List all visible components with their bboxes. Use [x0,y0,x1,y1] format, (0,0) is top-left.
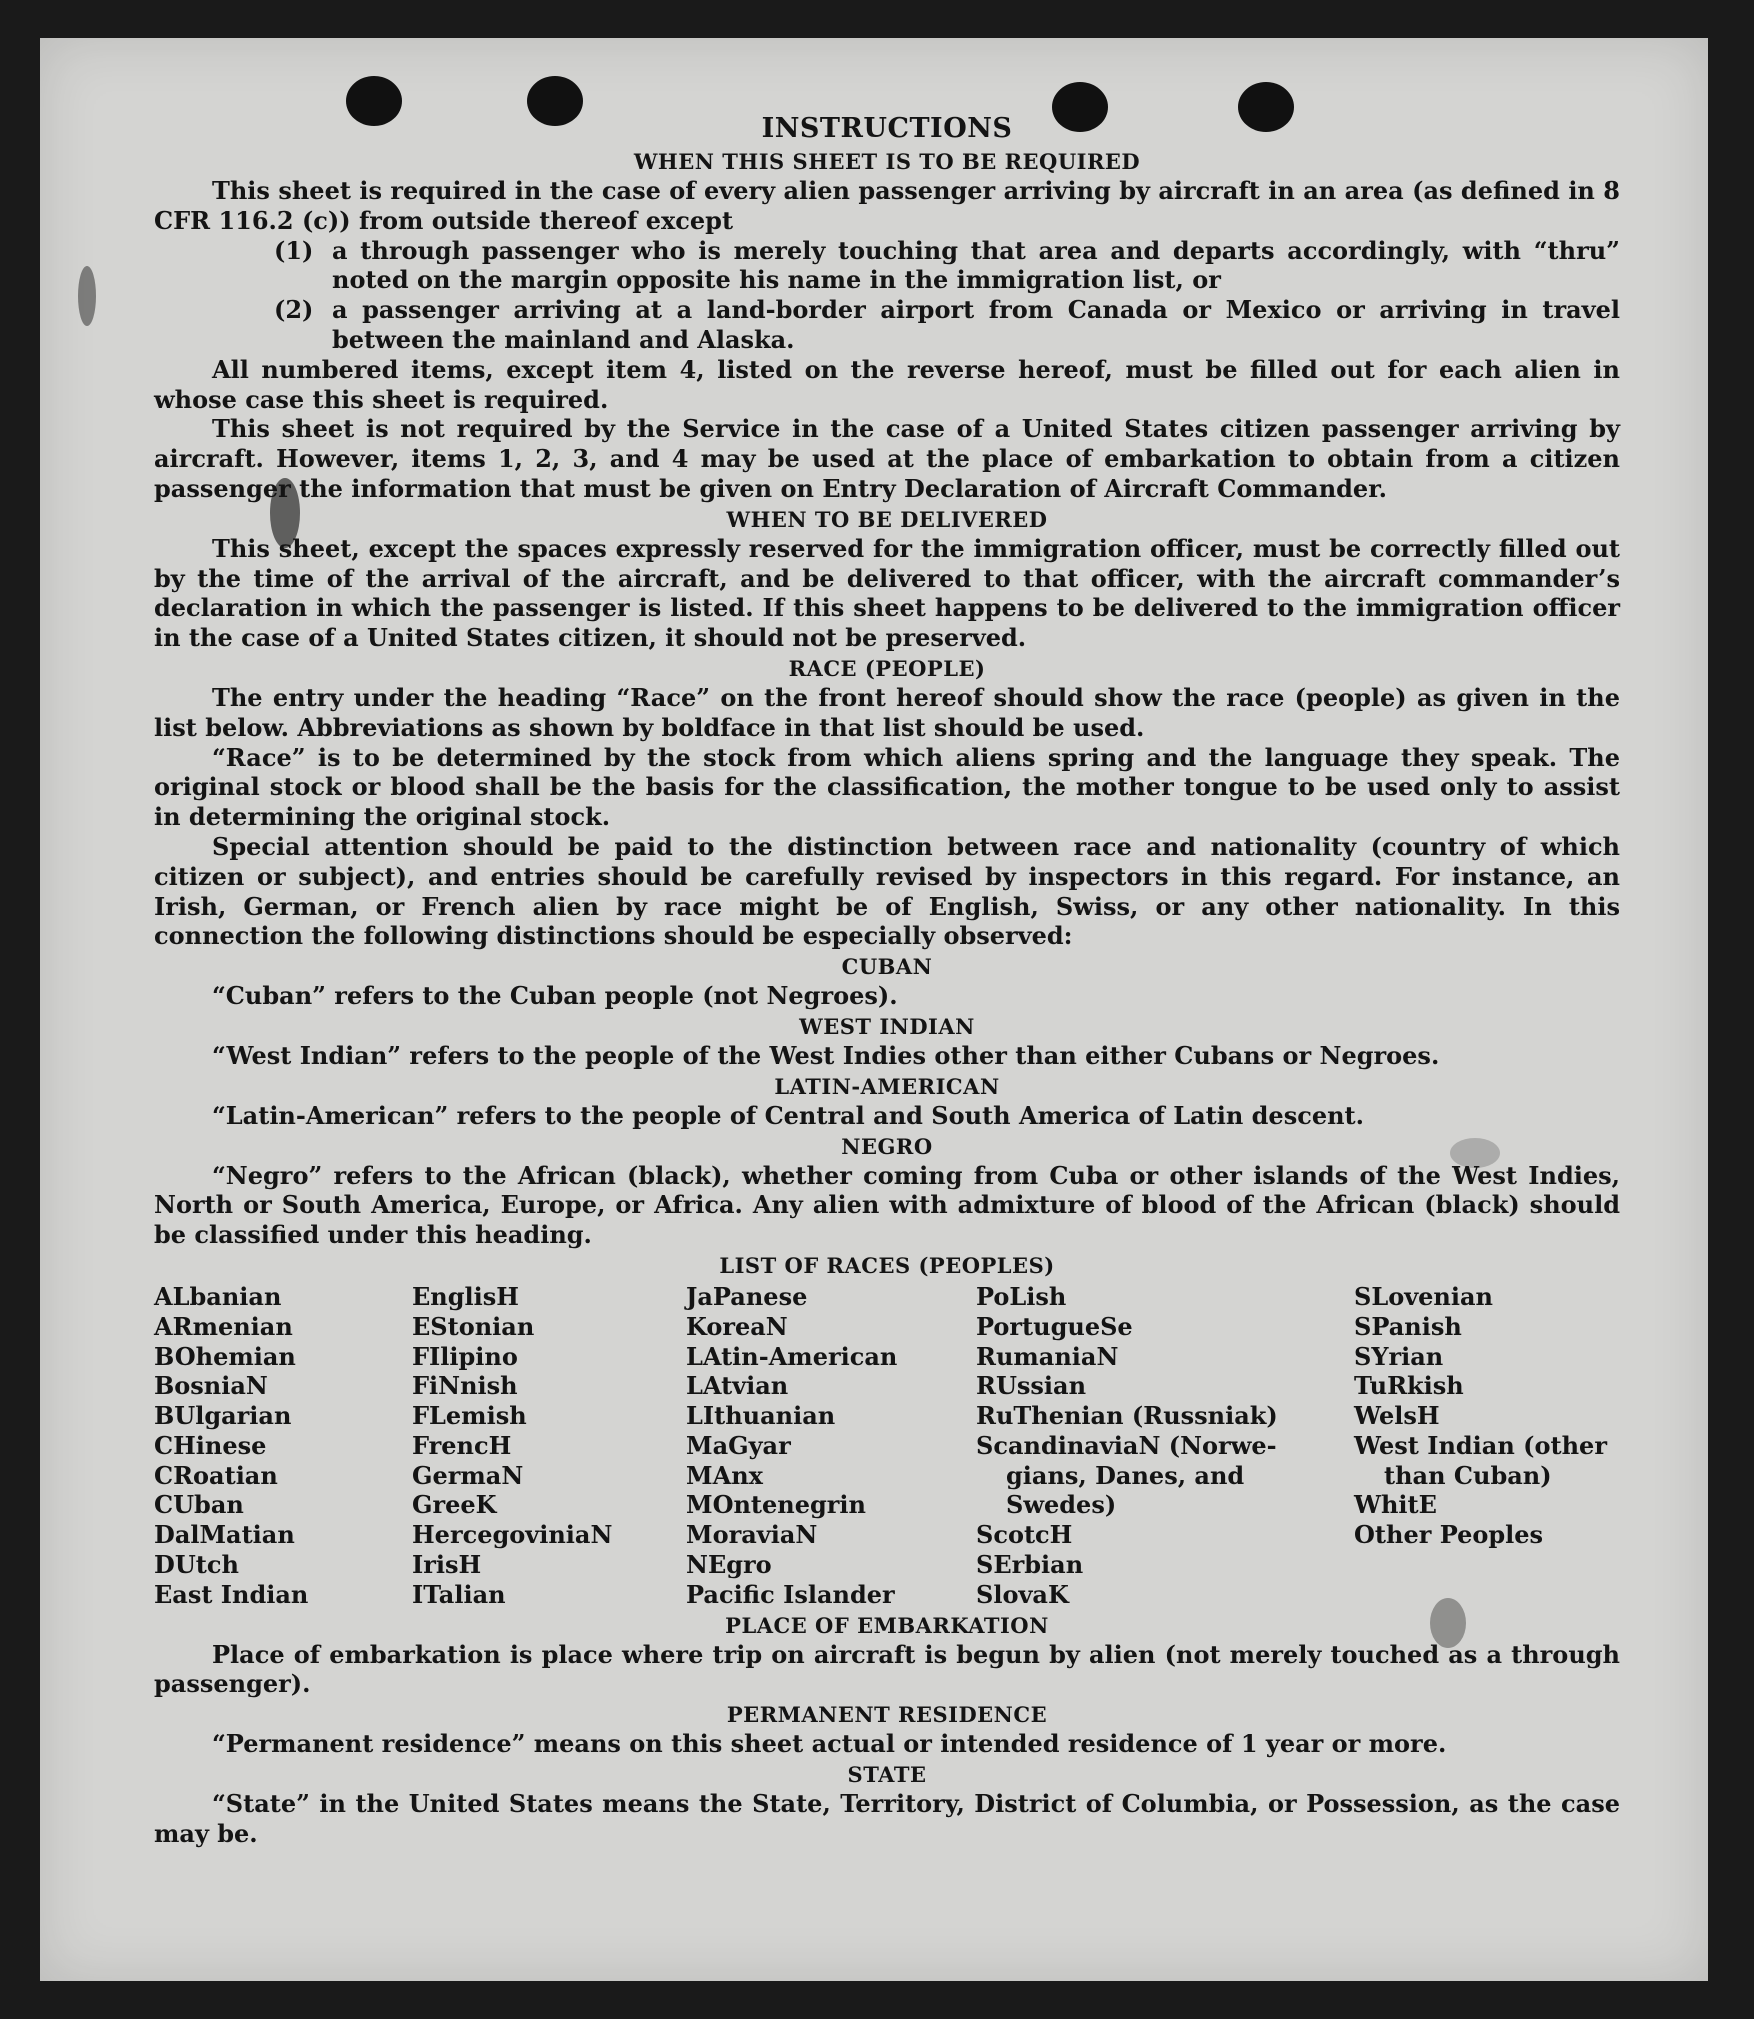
races-heading: LIST OF RACES (PEOPLES) [719,1252,1055,1278]
exception-number: (1) [274,235,314,265]
exception-text: a passenger arriving at a land-border airport from Canada or Mexico or arriving in travel between the mainland and Alaska. [332,295,1620,354]
race-item: Other Peoples [1354,1520,1544,1550]
race-item: LAtvian [686,1371,789,1401]
race-item: Swedes) [1006,1490,1117,1520]
section-heading: STATE [847,1762,927,1788]
exception-text: a through passenger who is merely touching that area and departs accordingly, with “thru” noted on the margin opposite his name in the immigration list, or [332,235,1620,295]
race-item: IrisH [412,1550,482,1580]
section-heading: WEST INDIAN [799,1013,975,1039]
paragraph: “Negro” refers to the African (black), whether coming from Cuba or other islands of the West Indies, North or South America, Europe, or Africa. Any alien with admixture of blood of the African (black) should be classified under this heading. [154,1160,1620,1250]
paragraph: “West Indian” refers to the people of the West Indies other than either Cubans or Negroes. [212,1040,1440,1070]
race-item: DalMatian [154,1520,295,1550]
race-item: EnglisH [412,1281,519,1311]
races-list [154,1282,1620,1610]
section-heading: PLACE OF EMBARKATION [725,1612,1049,1638]
document-page [40,38,1708,1981]
exception-item [154,236,1620,296]
race-item: WelsH [1354,1401,1440,1431]
race-item: PoLish [976,1281,1067,1311]
race-item: BosniaN [154,1371,268,1401]
race-item: ScandinaviaN (Norwe- [976,1430,1277,1460]
race-item: LAtin-American [686,1341,898,1371]
race-item: KoreaN [686,1311,788,1341]
race-item: WhitE [1354,1490,1437,1520]
paragraph: This sheet is not required by the Service in the case of a United States citizen passenger arriving by aircraft. However, items 1, 2, 3, and 4 may be used at the place of embarkation to obtain from a citizen passenger the information that must be given on Entry Declaration of Aircraft Commander. [154,414,1620,503]
race-item: RuThenian (Russniak) [976,1401,1278,1431]
race-item: SPanish [1354,1311,1462,1341]
exception-number: (2) [274,295,314,325]
race-item: ScotcH [976,1520,1073,1550]
paragraph: Place of embarkation is place where trip on aircraft is begun by alien (not merely touched as a through passenger). [154,1639,1620,1699]
race-item: MOntenegrin [686,1490,866,1520]
race-item: GermaN [412,1460,524,1490]
section-heading: WHEN TO BE DELIVERED [726,506,1048,532]
race-item: FiNnish [412,1371,518,1401]
section-heading: NEGRO [841,1133,933,1159]
race-item: FIlipino [412,1341,518,1371]
paragraph: “State” in the United States means the State, Territory, District of Columbia, or Possession, as the case may be. [154,1789,1620,1848]
paragraph: This sheet is required in the case of every alien passenger arriving by aircraft in an area (as defined in 8 CFR 116.2 (c)) from outside thereof except [154,176,1620,235]
race-item: SLovenian [1354,1281,1493,1311]
paragraph: “Permanent residence” means on this sheet actual or intended residence of 1 year or more. [212,1729,1447,1759]
paragraph: The entry under the heading “Race” on the front hereof should show the race (people) as given in the list below. Abbreviations as shown by boldface in that list should be used. [154,682,1620,742]
race-item: FLemish [412,1401,527,1431]
section-heading: WHEN THIS SHEET IS TO BE REQUIRED [633,149,1141,174]
paragraph: “Race” is to be determined by the stock from which aliens spring and the language they speak. The original stock or blood shall be the basis for the classification, the mother tongue to be used only to assist in determining the original stock. [154,742,1620,832]
race-item: BUlgarian [154,1401,292,1431]
race-item: GreeK [412,1490,497,1520]
race-item: TuRkish [1354,1371,1464,1401]
race-item: CUban [154,1490,244,1520]
race-item: SErbian [976,1550,1084,1580]
races-column [686,1282,976,1610]
race-item: RumaniaN [976,1341,1119,1371]
exception-item [154,295,1620,355]
section-heading: CUBAN [841,954,933,980]
section-heading: PERMANENT RESIDENCE [726,1702,1048,1728]
paragraph: “Cuban” refers to the Cuban people (not Negroes). [212,981,898,1011]
race-item: MoraviaN [686,1520,818,1550]
race-item: West Indian (other [1354,1430,1607,1460]
race-item: DUtch [154,1550,239,1580]
race-item: PortugueSe [976,1311,1133,1341]
paragraph: This sheet, except the spaces expressly reserved for the immigration officer, must be correctly filled out by the time of the arrival of the aircraft, and be delivered to that officer, with the aircraft commander’s declaration in which the passenger is listed. If this sheet happens to be delivered to the immigration officer in the case of a United States citizen, it should not be preserved. [154,533,1620,653]
race-item: HercegoviniaN [412,1520,613,1550]
race-item: JaPanese [686,1281,808,1311]
race-item: ARmenian [154,1311,293,1341]
section-heading: LATIN-AMERICAN [774,1073,1000,1099]
race-item: BOhemian [154,1341,296,1371]
race-item: than Cuban) [1384,1460,1552,1490]
race-item: SYrian [1354,1341,1444,1371]
paragraph: Special attention should be paid to the distinction between race and nationality (country of which citizen or subject), and entries should be carefully revised by inspectors in this regard. For instance, an Irish, German, or French alien by race might be of English, Swiss, or any other nationality. In this connection the following distinctions should be especially observed: [154,831,1620,951]
races-column [1354,1282,1620,1610]
paragraph: All numbered items, except item 4, listed on the reverse hereof, must be filled out for each alien in whose case this sheet is required. [154,354,1620,414]
race-item: ITalian [412,1579,506,1609]
race-item: FrencH [412,1430,512,1460]
race-item: gians, Danes, and [1006,1460,1245,1490]
race-item: RUssian [976,1371,1087,1401]
race-item: LIthuanian [686,1401,836,1431]
page-title: INSTRUCTIONS [761,113,1013,144]
race-item: Pacific Islander [686,1579,895,1609]
ink-smudge [78,266,96,326]
race-item: CRoatian [154,1460,278,1490]
race-item: CHinese [154,1430,267,1460]
races-column [154,1282,412,1610]
race-item: MaGyar [686,1430,791,1460]
race-item: SlovaK [976,1579,1069,1609]
instructions-content [154,112,1620,1849]
race-item: East Indian [154,1579,309,1609]
race-item: EStonian [412,1311,535,1341]
race-item: MAnx [686,1460,763,1490]
races-column [412,1282,686,1610]
paragraph: “Latin-American” refers to the people of Central and South America of Latin descent. [212,1100,1364,1130]
race-item: ALbanian [154,1281,282,1311]
races-column [976,1282,1354,1610]
race-item: NEgro [686,1550,772,1580]
section-heading: RACE (PEOPLE) [788,655,986,681]
